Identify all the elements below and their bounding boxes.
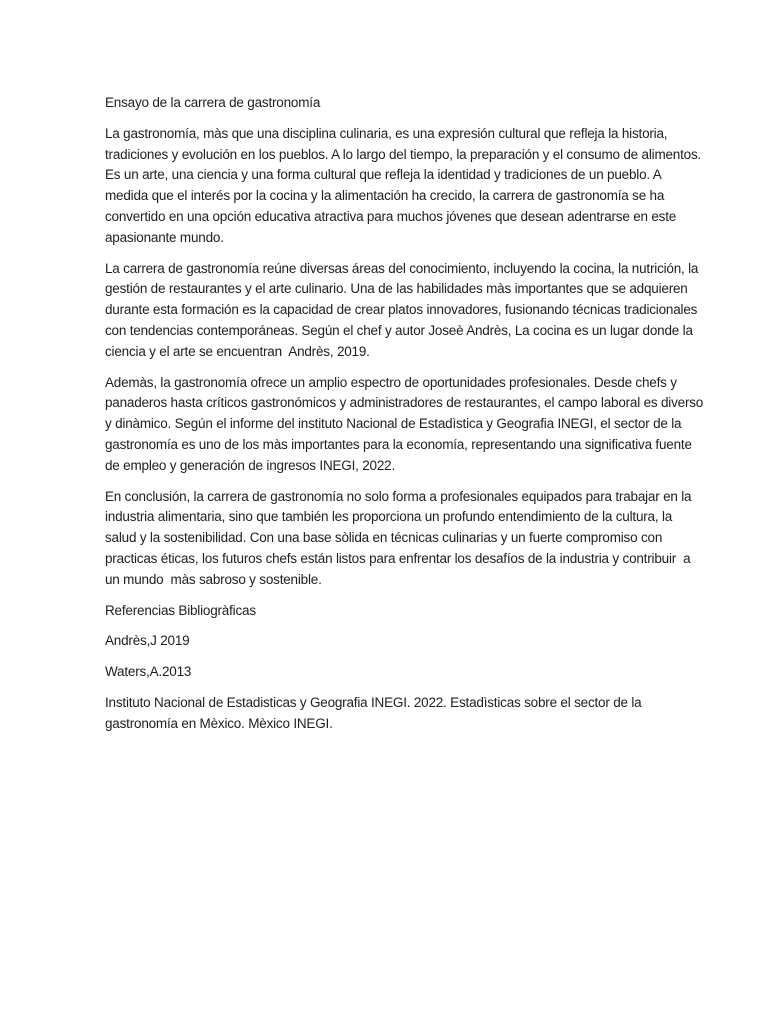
text-line: Andrès,J 2019: [105, 633, 190, 649]
text-line: practicas éticas, los futuros chefs están listos para enfrentar los desafíos de la industria y contribuir a: [105, 550, 691, 566]
text-line: tradiciones y evolución en los pueblos. A lo largo del tiempo, la preparación y el consumo de alimentos.: [105, 146, 702, 162]
references-heading: [105, 601, 745, 622]
paragraph-conclusion: [105, 487, 745, 591]
paragraph-areas: [105, 259, 745, 363]
text-line: industria alimentaria, sino que también les proporciona un profundo entendimiento de la cultura, la: [105, 509, 673, 525]
text-line: con tendencias contemporáneas. Según el chef y autor Joseè Andrès, La cocina es un lugar donde la: [105, 322, 693, 338]
text-line: Instituto Nacional de Estadisticas y Geografia INEGI. 2022. Estadìsticas sobre el sector de la: [105, 694, 642, 710]
paragraph-intro: [105, 124, 745, 249]
text-line: Es un arte, una ciencia y una forma cultural que refleja la identidad y tradiciones de un pueblo. A: [105, 167, 662, 183]
text-line: gastronomía en Mèxico. Mèxico INEGI.: [105, 715, 333, 731]
text-line: apasionante mundo.: [105, 229, 224, 245]
essay-body: [105, 93, 745, 745]
text-line: panaderos hasta críticos gastronómicos y administradores de restaurantes, el campo laboral es diverso: [105, 395, 704, 411]
reference-inegi: [105, 693, 745, 735]
paragraph-oportunidades: [105, 373, 745, 477]
text-line: convertido en una opción educativa atractiva para muchos jóvenes que desean adentrarse en este: [105, 208, 677, 224]
text-line: Referencias Bibliogràficas: [105, 602, 256, 618]
text-line: La gastronomía, màs que una disciplina culinaria, es una expresión cultural que refleja la historia,: [105, 125, 668, 141]
essay-title-block: [105, 93, 745, 114]
text-line: gastronomía es uno de los màs importantes para la economía, representando una significativa fuente: [105, 436, 692, 452]
text-line: y dinàmico. Según el informe del instituto Nacional de Estadìstica y Geografia INEGI, el sector de la: [105, 416, 682, 432]
text-line: Waters,A.2013: [105, 664, 192, 680]
essay-paragraphs: [105, 124, 745, 735]
text-line: En conclusión, la carrera de gastronomía no solo forma a profesionales equipados para trabajar en la: [105, 488, 692, 504]
text-line: un mundo màs sabroso y sostenible.: [105, 571, 322, 587]
reference-waters: [105, 662, 745, 683]
text-line: medida que el interés por la cocina y la alimentación ha crecido, la carrera de gastronomía se ha: [105, 188, 665, 204]
text-line: durante esta formación es la capacidad de crear platos innovadores, fusionando técnicas tradicionales: [105, 302, 698, 318]
reference-andres: [105, 631, 745, 652]
text-line: gestión de restaurantes y el arte culinario. Una de las habilidades màs importantes que se adquieren: [105, 281, 688, 297]
text-line: salud y la sostenibilidad. Con una base sòlida en técnicas culinarias y un fuerte compromiso con: [105, 530, 663, 546]
text-line: Ademàs, la gastronomía ofrece un amplio espectro de oportunidades profesionales. Desde chefs y: [105, 374, 677, 390]
text-line: de empleo y generación de ingresos INEGI, 2022.: [105, 457, 396, 473]
text-line: ciencia y el arte se encuentran Andrès, 2019.: [105, 343, 370, 359]
essay-title: Ensayo de la carrera de gastronomía: [105, 95, 321, 110]
text-line: La carrera de gastronomía reúne diversas áreas del conocimiento, incluyendo la cocina, la nutrición, la: [105, 260, 699, 276]
